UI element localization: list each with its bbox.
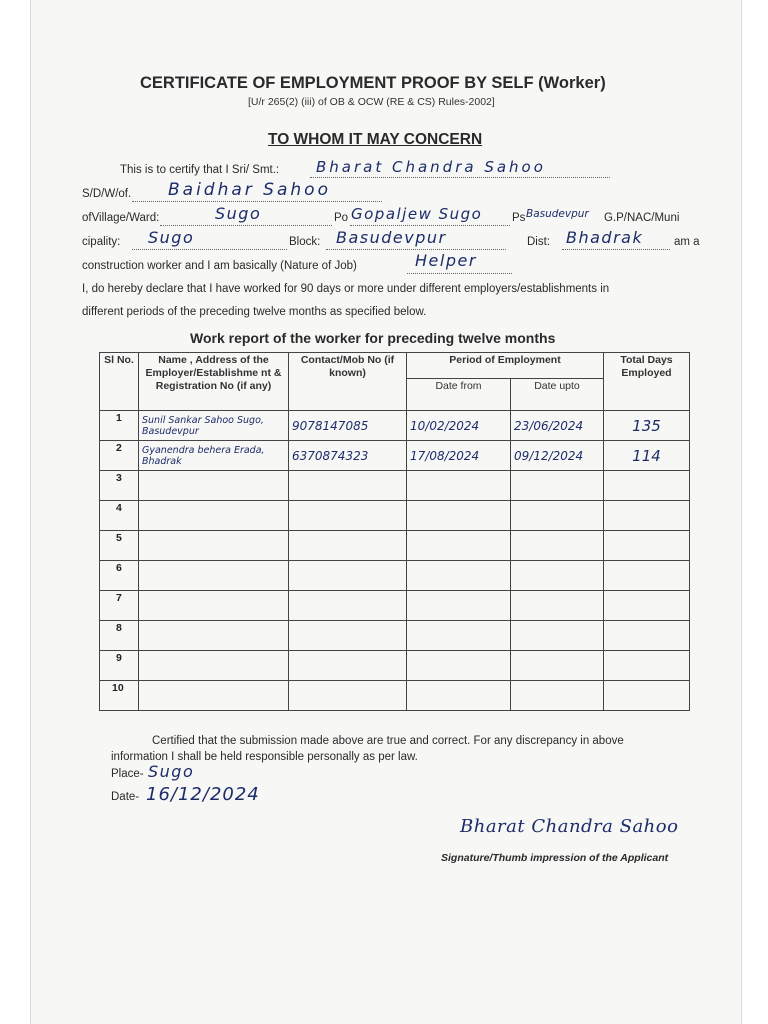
row-employer (139, 501, 289, 531)
block-dotted-line (326, 249, 506, 250)
row-date-upto (511, 501, 604, 531)
row-date-from: 10/02/2024 (407, 411, 511, 441)
row-sl: 9 (100, 651, 139, 681)
village-label: ofVillage/Ward: (82, 212, 160, 224)
work-report-title: Work report of the worker for preceding twelve months (190, 330, 556, 346)
father-name: Baidhar Sahoo (168, 180, 331, 200)
place-value: Sugo (148, 762, 195, 781)
row-contact (289, 531, 407, 561)
row-total-days (604, 531, 690, 561)
row-employer (139, 621, 289, 651)
row-contact (289, 681, 407, 711)
dist-label: Dist: (527, 236, 550, 248)
to-whom-heading: TO WHOM IT MAY CONCERN (268, 131, 483, 148)
row-total-days (604, 561, 690, 591)
date-label: Date- (111, 791, 140, 803)
table-row (100, 471, 690, 501)
row-date-upto (511, 471, 604, 501)
row-employer (139, 591, 289, 621)
row-date-upto (511, 681, 604, 711)
row-sl: 1 (100, 411, 139, 441)
table-row (100, 411, 690, 441)
table-row (100, 441, 690, 471)
row-contact (289, 501, 407, 531)
sdw-label: S/D/W/of. (82, 188, 132, 200)
row-date-upto (511, 531, 604, 561)
father-dotted-line (132, 201, 382, 202)
work-report-table (99, 352, 690, 711)
job-dotted-line (407, 273, 512, 274)
row-contact (289, 591, 407, 621)
row-date-upto (511, 621, 604, 651)
row-date-from (407, 651, 511, 681)
table-row (100, 621, 690, 651)
applicant-signature: Bharat Chandra Sahoo (460, 816, 679, 837)
row-date-from (407, 681, 511, 711)
row-contact (289, 621, 407, 651)
row-contact: 6370874323 (289, 441, 407, 471)
cipality-label: cipality: (82, 236, 121, 248)
row-employer: Gyanendra behera Erada, Bhadrak (139, 441, 289, 471)
construction-label: construction worker and I am basically (Nature of Job) (82, 260, 357, 272)
row-employer: Sunil Sankar Sahoo Sugo, Basudevpur (139, 411, 289, 441)
row-total-days (604, 501, 690, 531)
header-date-from: Date from (407, 379, 511, 411)
row-date-from (407, 561, 511, 591)
district-dotted-line (562, 249, 670, 250)
row-total-days: 135 (604, 411, 690, 441)
header-employer: Name , Address of the Employer/Establishme nt & Registration No (if any) (139, 353, 289, 411)
row-date-from (407, 471, 511, 501)
row-total-days (604, 591, 690, 621)
row-date-upto (511, 651, 604, 681)
row-sl: 5 (100, 531, 139, 561)
certify-label: This is to certify that I Sri/ Smt.: (120, 164, 280, 176)
table-row (100, 501, 690, 531)
row-employer (139, 681, 289, 711)
row-contact (289, 471, 407, 501)
certified-line-1: Certified that the submission made above are true and correct. For any discrepancy in above (152, 735, 624, 747)
po-label: Po (334, 212, 349, 224)
municipality-dotted-line (132, 249, 287, 250)
header-date-upto: Date upto (511, 379, 604, 411)
row-total-days (604, 471, 690, 501)
row-employer (139, 471, 289, 501)
ps-label: Ps (512, 212, 526, 224)
row-sl: 8 (100, 621, 139, 651)
village-value: Sugo (215, 204, 262, 223)
row-sl: 4 (100, 501, 139, 531)
signature-label: Signature/Thumb impression of the Applicant (441, 852, 669, 864)
rules-reference: [U/r 265(2) (iii) of OB & OCW (RE & CS) Rules-2002] (248, 96, 495, 108)
table-row (100, 651, 690, 681)
row-date-from (407, 531, 511, 561)
row-contact (289, 561, 407, 591)
row-date-upto: 09/12/2024 (511, 441, 604, 471)
po-value: Gopaljew Sugo (351, 205, 483, 223)
row-employer (139, 561, 289, 591)
row-sl: 3 (100, 471, 139, 501)
village-dotted-line (160, 225, 332, 226)
gp-label: G.P/NAC/Muni (604, 212, 680, 224)
row-total-days (604, 621, 690, 651)
worker-name: Bharat Chandra Sahoo (316, 158, 546, 176)
row-date-upto (511, 561, 604, 591)
po-dotted-line (350, 225, 510, 226)
row-sl: 6 (100, 561, 139, 591)
municipality-value: Sugo (148, 228, 195, 247)
row-contact (289, 651, 407, 681)
declaration-line-1: I, do hereby declare that I have worked for 90 days or more under different employers/establishments in (82, 283, 610, 295)
header-period: Period of Employment (407, 353, 604, 379)
row-employer (139, 651, 289, 681)
row-contact: 9078147085 (289, 411, 407, 441)
row-date-from: 17/08/2024 (407, 441, 511, 471)
header-sl: Sl No. (100, 353, 139, 411)
row-sl: 2 (100, 441, 139, 471)
block-label: Block: (289, 236, 321, 248)
am-a-text: am a (674, 236, 700, 248)
header-contact: Contact/Mob No (if known) (289, 353, 407, 411)
district-value: Bhadrak (566, 228, 644, 247)
row-sl: 10 (100, 681, 139, 711)
row-total-days (604, 681, 690, 711)
name-dotted-line (310, 177, 610, 178)
certified-line-2: information I shall be held responsible personally as per law. (111, 751, 418, 763)
certificate-title: CERTIFICATE OF EMPLOYMENT PROOF BY SELF (Worker) (140, 74, 606, 92)
row-date-from (407, 621, 511, 651)
row-date-upto (511, 591, 604, 621)
job-value: Helper (415, 251, 477, 270)
row-total-days (604, 651, 690, 681)
table-row (100, 531, 690, 561)
table-row (100, 681, 690, 711)
table-row (100, 561, 690, 591)
row-date-upto: 23/06/2024 (511, 411, 604, 441)
table-row (100, 591, 690, 621)
row-sl: 7 (100, 591, 139, 621)
row-date-from (407, 591, 511, 621)
place-label: Place- (111, 768, 144, 780)
declaration-line-2: different periods of the preceding twelve months as specified below. (82, 306, 427, 318)
block-value: Basudevpur (336, 228, 447, 247)
row-total-days: 114 (604, 441, 690, 471)
ps-value: Basudevpur (526, 208, 589, 220)
row-employer (139, 531, 289, 561)
header-total-days: Total Days Employed (604, 353, 690, 411)
row-date-from (407, 501, 511, 531)
date-value: 16/12/2024 (146, 784, 260, 805)
